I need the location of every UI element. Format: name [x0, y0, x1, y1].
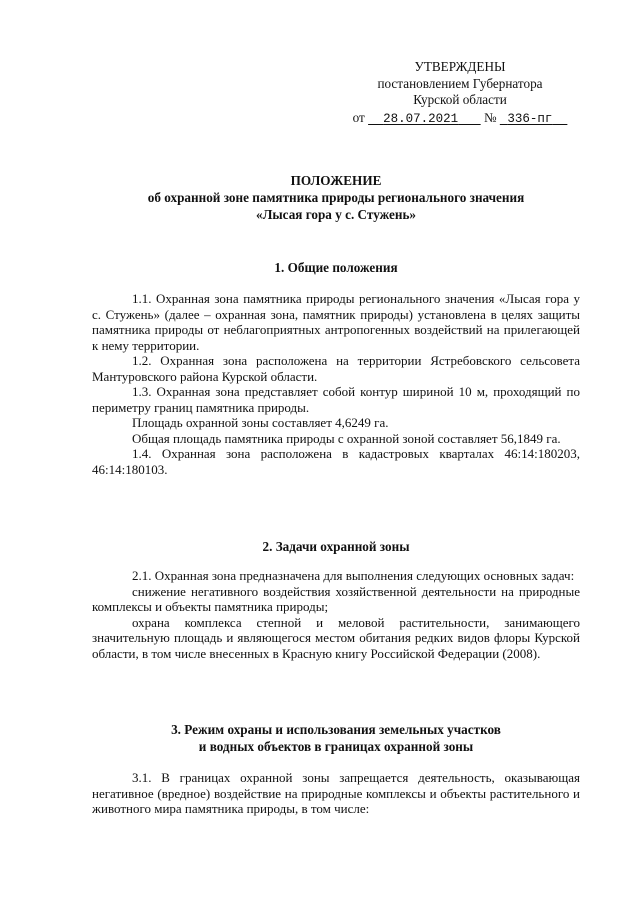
title-line-2: об охранной зоне памятника природы регионального значения — [147, 190, 525, 205]
paragraph-3-1: 3.1. В границах охранной зоны запрещается деятельность, оказывающая негативное (вредное) воздействие на природные комплексы и объекты растительного и животного мира памятника природы, в том числе: — [92, 770, 580, 816]
section-1-heading: 1. Общие положения — [274, 260, 398, 275]
section-3-heading-line-1: 3. Режим охраны и использования земельных участков — [171, 722, 501, 737]
paragraph-task-2: охрана комплекса степной и меловой растительности, занимающего значительную площадь и являющегося местом обитания редких видов флоры Курской области, в том числе внесенных в Красную книгу Российской Федерации (2008). — [92, 614, 580, 661]
title-line-1: ПОЛОЖЕНИЕ — [290, 173, 382, 188]
paragraph-2-1: 2.1. Охранная зона предназначена для выполнения следующих основных задач: — [132, 568, 575, 583]
approval-region-line: Курской области — [413, 92, 507, 107]
number-prefix: № — [483, 109, 497, 125]
approval-decree-line: постановлением Губернатора — [377, 75, 543, 91]
paragraph-task-1: снижение негативного воздействия хозяйственной деятельности на природные комплексы и объекты памятника природы; — [92, 583, 580, 614]
paragraph-1-4: 1.4. Охранная зона расположена в кадастровых кварталах 46:14:180203, 46:14:180103. — [92, 446, 580, 477]
paragraph-1-2: 1.2. Охранная зона расположена на территории Ястребовского сельсовета Мантуровского района Курской области. — [92, 353, 580, 384]
approval-stamp — [340, 59, 580, 127]
paragraph-total-area: Общая площадь памятника природы с охранной зоной составляет 56,1849 га. — [132, 430, 561, 446]
paragraph-1-1: 1.1. Охранная зона памятника природы регионального значения «Лысая гора у с. Стужень» (далее – охранная зона, памятник природы) установлена в целях защиты памятника природы от неблагоприятных антропогенных воздействий на прилегающей к нему территории. — [92, 291, 580, 353]
section-3-text — [92, 770, 580, 817]
section-3-heading — [92, 721, 580, 755]
date-prefix: от — [352, 109, 365, 125]
approval-date: 28.07.2021 — [383, 111, 459, 126]
section-2-heading: 2. Задачи охранной зоны — [262, 539, 410, 554]
document-title — [92, 172, 580, 223]
approval-date-line — [340, 110, 580, 128]
paragraph-area: Площадь охранной зоны составляет 4,6249 га. — [132, 415, 389, 430]
approval-title: УТВЕРЖДЕНЫ — [414, 59, 506, 74]
section-3-heading-line-2: и водных объектов в границах охранной зоны — [198, 739, 474, 754]
section-2-text — [92, 568, 580, 661]
approval-number: 336-пг — [507, 111, 553, 126]
section-1-text — [92, 291, 580, 477]
title-line-3: «Лысая гора у с. Стужень» — [255, 207, 417, 222]
paragraph-1-3: 1.3. Охранная зона представляет собой контур шириной 10 м, проходящий по периметру границ памятника природы. — [92, 384, 580, 415]
